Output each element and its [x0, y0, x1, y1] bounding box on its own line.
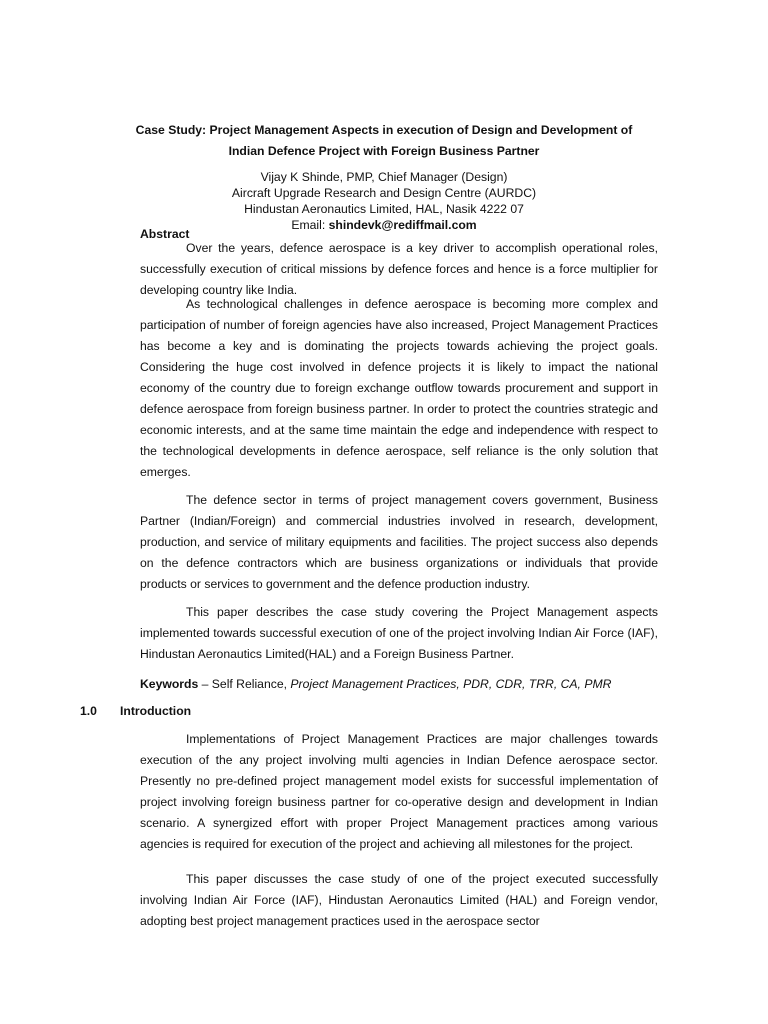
section-heading-introduction: [80, 701, 191, 722]
paper-title-line-2: Indian Defence Project with Foreign Business Partner: [228, 144, 540, 158]
abstract-paragraph-4: This paper describes the case study covering the Project Management aspects implemented towards successful execution of one of the project involving Indian Air Force (IAF), Hindustan Aeronautics Limited(HAL) and a Foreign Business Partner.: [140, 605, 658, 661]
author-name: Vijay K Shinde, PMP, Chief Manager (Design): [260, 170, 508, 184]
abstract-paragraph-3: The defence sector in terms of project management covers government, Business Partner (Indian/Foreign) and commercial industries involved in research, development, production, and service of military equipments and facilities. The project success also depends on the defence contractors which are business organizations or individuals that provide products or services to government and the defence production industry.: [140, 493, 658, 591]
email-label: Email:: [291, 218, 329, 232]
author-block: [60, 169, 708, 233]
abstract-heading: Abstract: [140, 227, 190, 241]
keywords-line: [140, 674, 700, 695]
introduction-paragraph-2: This paper discusses the case study of one of the project executed successfully involving Indian Air Force (IAF), Hindustan Aeronautics Limited (HAL) and Foreign vendor, adopting best project management practices used in the aerospace sector: [140, 872, 658, 928]
paper-title-line-1: Case Study: Project Management Aspects in execution of Design and Development of: [135, 123, 633, 137]
introduction-paragraph-1: Implementations of Project Management Practices are major challenges towards execution of the any project involving multi agencies in Indian Defence aerospace sector. Presently no pre-defined project management model exists for successful implementation of project involving foreign business partner for co-operative design and development in Indian scenario. A synergized effort with proper Project Management practices among various agencies is required for execution of the project and achieving all milestones for the project.: [140, 732, 658, 851]
abstract-paragraph-1: Over the years, defence aerospace is a key driver to accomplish operational roles, successfully execution of critical missions by defence forces and hence is a force multiplier for developing country like India.: [140, 241, 658, 297]
keywords-label: Keywords: [140, 677, 199, 691]
keywords-italic: Project Management Practices, PDR, CDR, TRR, CA, PMR: [290, 677, 612, 691]
keywords-plain: – Self Reliance,: [198, 677, 291, 691]
email-address[interactable]: shindevk@rediffmail.com: [328, 218, 477, 232]
abstract-paragraph-2: As technological challenges in defence aerospace is becoming more complex and participation of number of foreign agencies have also increased, Project Management Practices has become a key and is dominating the projects towards achieving the project goals. Considering the huge cost involved in defence projects it is likely to impact the national economy of the country due to foreign exchange outflow towards procurement and support in defence aerospace from foreign business partner. In order to protect the countries strategic and economic interests, and at the same time maintain the edge and independence with respect to the technological developments in defence aerospace, self reliance is the only solution that emerges.: [140, 297, 658, 479]
section-number: 1.0: [80, 704, 97, 718]
author-company: Hindustan Aeronautics Limited, HAL, Nasik 4222 07: [244, 202, 524, 216]
paper-title: [60, 120, 708, 162]
section-title: Introduction: [120, 704, 192, 718]
author-organization: Aircraft Upgrade Research and Design Centre (AURDC): [231, 186, 537, 200]
